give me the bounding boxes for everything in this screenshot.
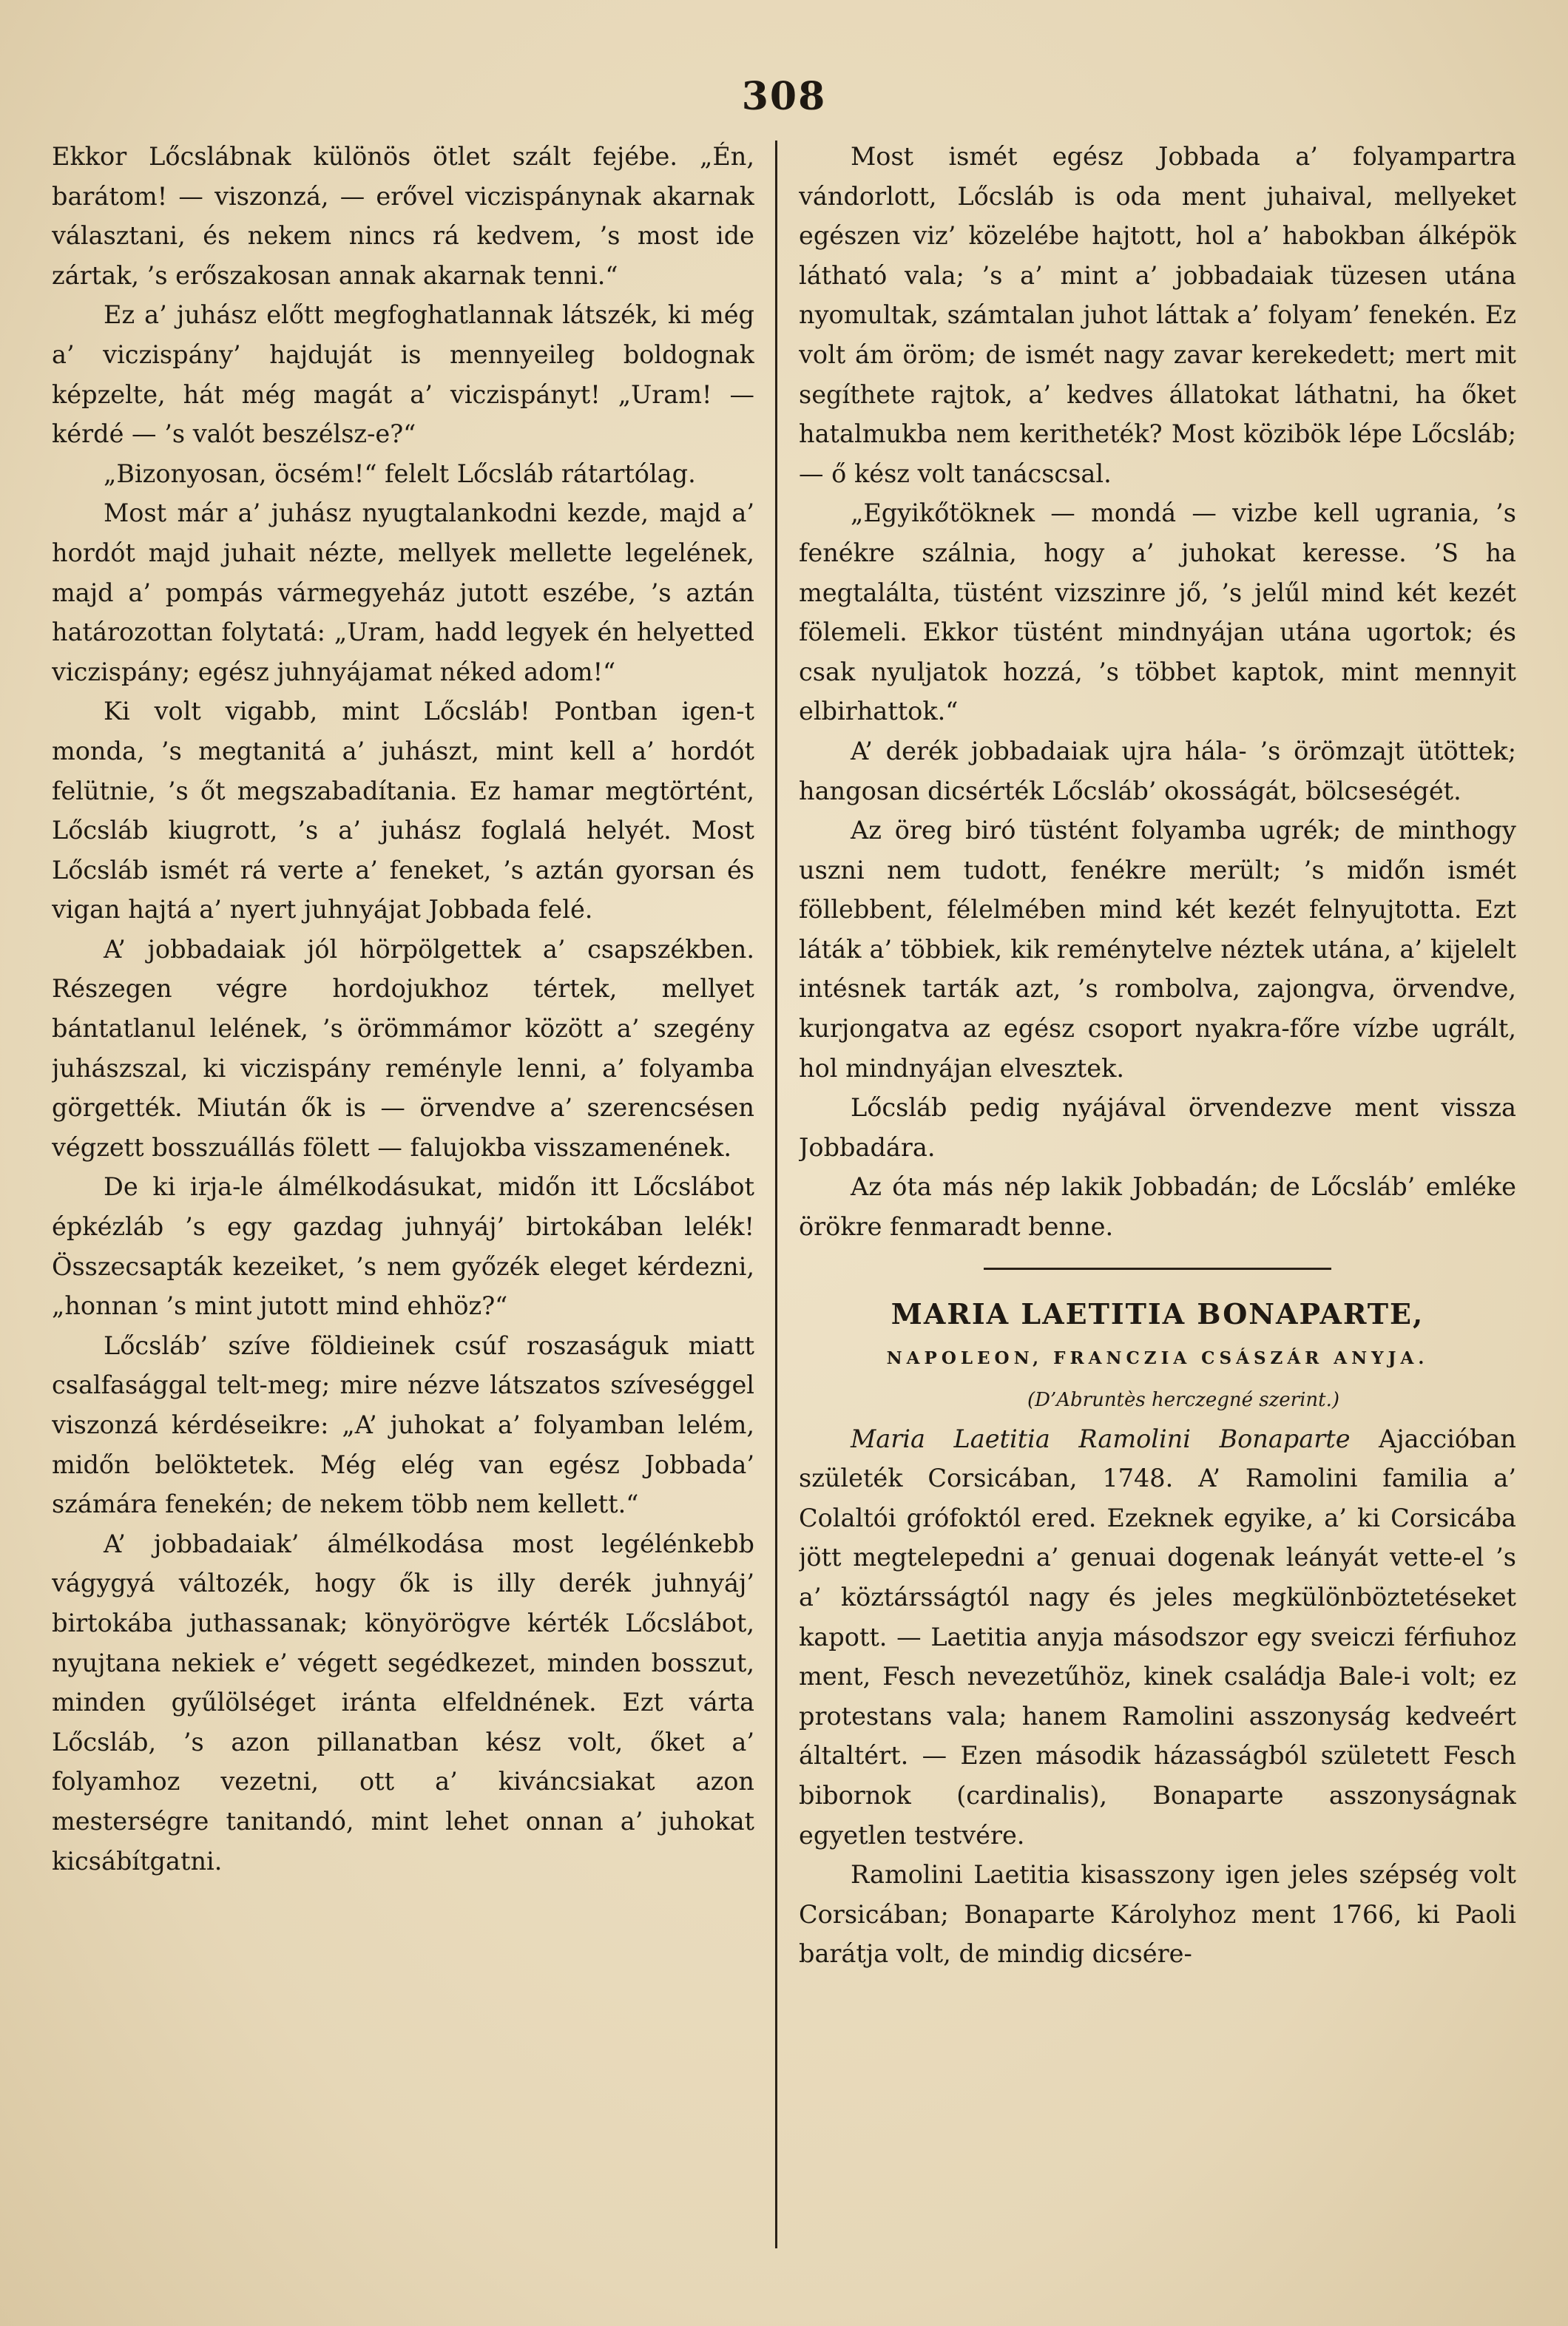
paragraph: Ekkor Lőcslábnak különös ötlet szált fejébe. „Én, barátom! — viszonzá, — erővel viczispánynak akarnak választani, és nekem nincs rá kedvem, ’s most ide zártak, ’s erőszakosan annak akarnak tenni.“ bbox=[52, 142, 754, 290]
paragraph: Az öreg biró tüstént folyamba ugrék; de minthogy uszni nem tudott, fenékre merült; ’s midőn ismét föllebbent, félelmében mind két kezét felnyujtotta. Ezt láták a’ többiek, kik reménytelve néztek utána, a’ kijelelt intésnek tarták azt, ’s rombolva, zajongva, örvendve, kurjongatva az egész csoport nyakra-főre vízbe ugrált, hol mindnyájan elvesztek. bbox=[799, 816, 1516, 1083]
paragraph: De ki irja-le álmélkodásukat, midőn itt Lőcslábot épkézláb ’s egy gazdag juhnyáj’ birtokában lelék! Összecsapták kezeiket, ’s nem győzék eleget kérdezni, „honnan ’s mint jutott mind ehhöz?“ bbox=[52, 1172, 754, 1321]
article-subject-name: Maria Laetitia Ramolini Bonaparte bbox=[851, 1424, 1351, 1453]
paragraph: Lőcsláb’ szíve földieinek csúf roszaságuk miatt csalfasággal telt-meg; mire nézve látszatos szíveséggel viszonzá kérdéseikre: „A’ juhokat a’ folyamban lelém, midőn belöktetek. Még elég van egész Jobbada’ számára fenekén; de nekem több nem kellett.“ bbox=[52, 1331, 754, 1519]
paragraph: Ki volt vigabb, mint Lőcsláb! Pontban igen-t monda, ’s megtanitá a’ juhászt, mint kell a’ hordót felütnie, ’s őt megszabadítania. Ez hamar megtörtént, Lőcsláb kiugrott, ’s a’ juhász foglalá helyét. Most Lőcsláb ismét rá verte a’ feneket, ’s aztán gyorsan és vigan hajtá a’ nyert juhnyájat Jobbada felé. bbox=[52, 697, 754, 924]
article-subtitle: NAPOLEON, FRANCZIA CSÁSZÁR ANYJA. bbox=[886, 1348, 1429, 1368]
paragraph: Ez a’ juhász előtt megfoghatlannak látszék, ki még a’ viczispány’ hajduját is mennyeileg boldognak képzelte, hát még magát a’ viczispányt! „Uram! — kérdé — ’s valót beszélsz-e?“ bbox=[52, 300, 754, 449]
paragraph: A’ jobbadaiak jól hörpölgettek a’ csapszékben. Részegen végre hordojukhoz tértek, mellyet bántatlanul lelének, ’s örömmámor között a’ szegény juhászszal, ki viczispány reménylе lenni, a’ folyamba görgették. Miután ők is — örvendve a’ szerencsésen végzett bosszuállás fölett — falujokba visszamenének. bbox=[52, 934, 754, 1162]
paragraph: Ramolini Laetitia kisasszony igen jeles szépség volt Corsicában; Bonaparte Károlyhoz ment 1766, ki Paoli barátja volt, de mindig dicsére- bbox=[799, 1860, 1516, 1969]
paragraph: Most már a’ juhász nyugtalankodni kezde, majd a’ hordót majd juhait nézte, mellyek mellette legelének, majd a’ pompás vármegyeház jutott eszébe, ’s aztán határozottan folytatá: „Uram, hadd legyek én helyetted viczispány; egész juhnyájamat néked adom!“ bbox=[52, 498, 754, 686]
article-source: (D’Abruntès herczegné szerint.) bbox=[1027, 1388, 1340, 1411]
article-title: MARIA LAETITIA BONAPARTE, bbox=[891, 1296, 1425, 1331]
paragraph: A’ derék jobbadaiak ujra hála- ’s örömzajt ütöttek; hangosan dicsérték Lőcsláb’ okosságát, bölcseségét. bbox=[799, 736, 1516, 805]
paragraph: Az óta más nép lakik Jobbadán; de Lőcsláb’ emléke örökre fenmaradt benne. bbox=[799, 1172, 1516, 1242]
paragraph bbox=[799, 1419, 1516, 1856]
paragraph: Most ismét egész Jobbada a’ folyampartra vándorlott, Lőcsláb is oda ment juhaival, mellyeket egészen viz’ közelébe hajtott, hol a’ habokban álképök látható vala; ’s a’ mint a’ jobbadaiak tüzesen utána nyomultak, számtalan juhot láttak a’ folyam’ fenekén. Ez volt ám öröm; de ismét nagy zavar kerekedett; mert mit segíthete rajtok, a’ kedves állatokat láthatni, ha őket hatalmukba nem keritheték? Most közibök lépe Lőcsláb; — ő kész volt tanácscsal. bbox=[799, 142, 1516, 488]
paragraph: A’ jobbadaiak’ álmélkodása most legélénkebb vágygyá változék, hogy ők is illy derék juhnyáj’ birtokába juthassanak; könyörögve kérték Lőcslábot, nyujtana nekiek e’ végett segédkezet, minden bosszut, minden gyűlölséget iránta elfeldnének. Ezt várta Lőcsláb, ’s azon pillanatban kész volt, őket a’ folyamhoz vezetni, ott a’ kiváncsiakat azon mesterségre tanitandó, mint lehet onnan a’ juhokat kicsábítgatni. bbox=[52, 1529, 754, 1876]
page-number: 308 bbox=[741, 74, 827, 119]
column-divider bbox=[775, 141, 777, 2248]
section-divider bbox=[984, 1268, 1331, 1270]
right-column bbox=[799, 137, 1516, 2252]
paragraph: „Bizonyosan, öcsém!“ felelt Lőcsláb rátartólag. bbox=[104, 459, 696, 488]
left-column bbox=[52, 137, 754, 2252]
paragraph: Lőcsláb pedig nyájával örvendezve ment vissza Jobbadára. bbox=[799, 1093, 1516, 1162]
paragraph-text: Ajaccióban születék Corsicában, 1748. A’ Ramolini familia a’ Colaltói grófoktól ered. Ezeknek egyike, a’ ki Corsicába jött megtelepedni a’ genuai dogenak leányát vette-el ’s a’ köztársságtól nagy és jeles megkülönböztetéseket kapott. — Laetitia anyja másodszor egy sveiczi férfiuhoz ment, Fesch nevezetűhöz, kinek családja Bale-i volt; ez protestans vala; hanem Ramolini asszonyság kedveért általtért. — Ezen második házasságból született Fesch bibornok (cardinalis), Bonaparte asszonyságnak egyetlen testvére. bbox=[799, 1424, 1516, 1850]
paragraph: „Egyikőtöknek — mondá — vizbe kell ugrania, ’s fenékre szálnia, hogy a’ juhokat keresse. ’S ha megtalálta, tüstént vizszinre jő, ’s jelűl mind két kezét fölemeli. Ekkor tüstént mindnyájan utána ugortok; és csak nyuljatok hozzá, ’s többet kaptok, mint mennyit elbirhattok.“ bbox=[799, 498, 1516, 726]
